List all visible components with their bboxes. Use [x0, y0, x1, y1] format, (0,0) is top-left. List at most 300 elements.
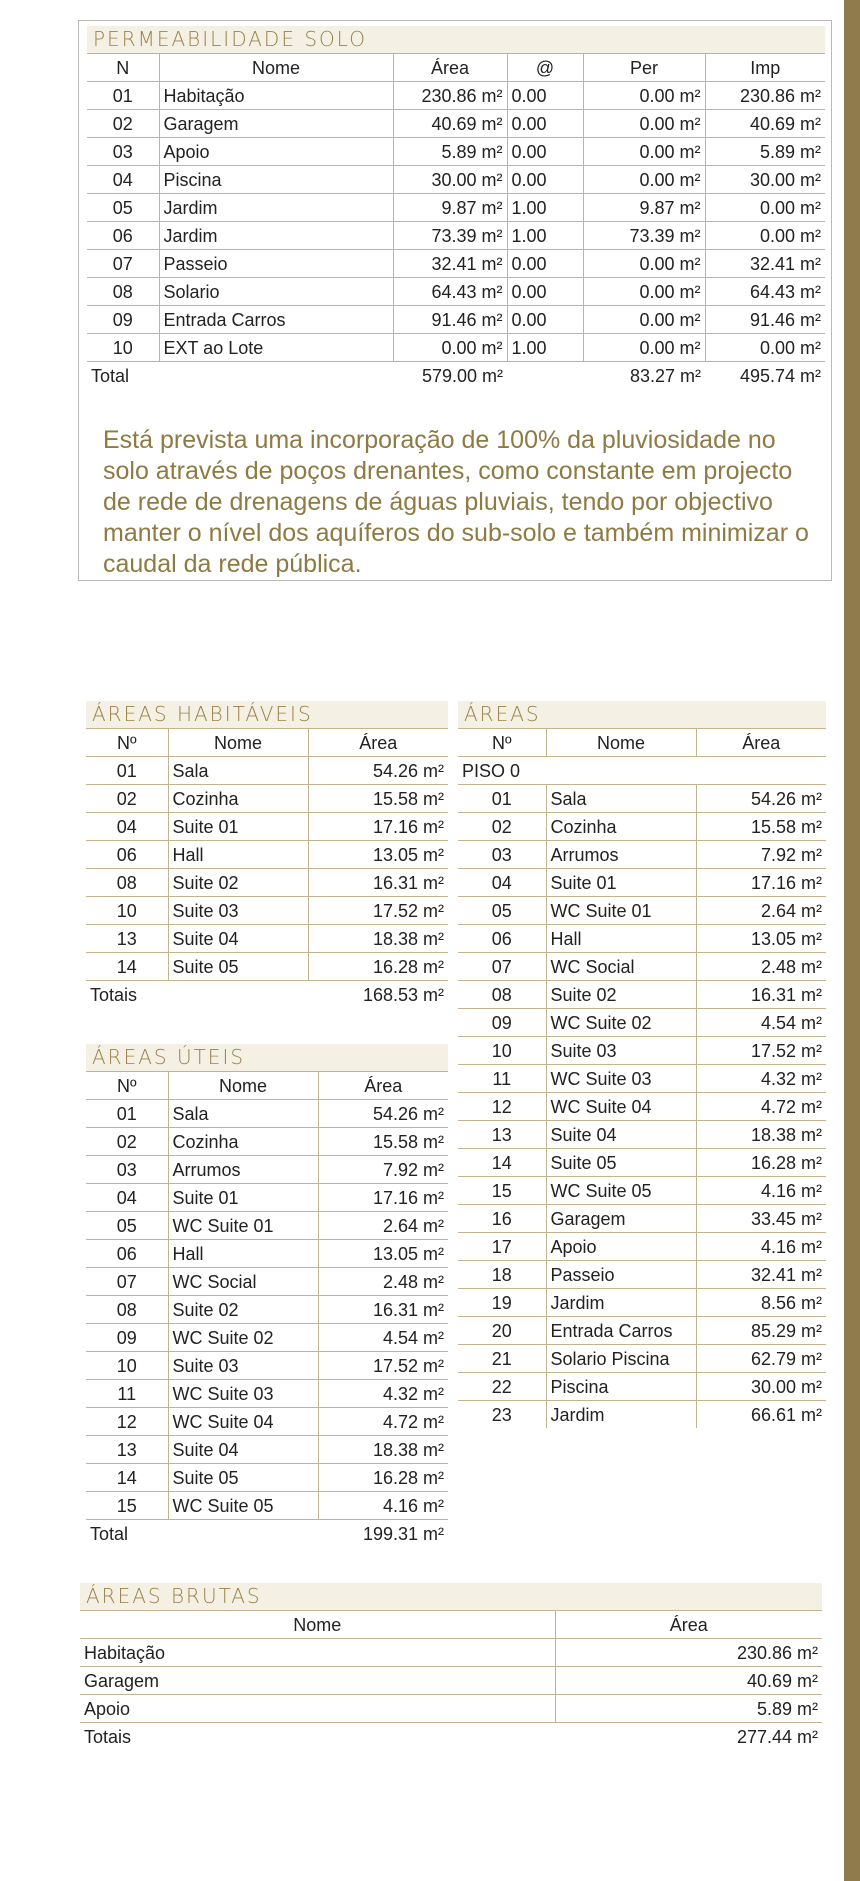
cell-area: 54.26 m² — [696, 785, 826, 813]
col-nome: Nome — [546, 729, 696, 757]
table-row — [86, 953, 448, 981]
col-at: @ — [507, 54, 583, 82]
cell-nome: WC Suite 04 — [168, 1408, 318, 1436]
cell-area: 16.28 m² — [308, 953, 448, 981]
table-row — [458, 1093, 826, 1121]
table-row — [86, 813, 448, 841]
cell-area: 17.16 m² — [696, 869, 826, 897]
permeabilidade-note: Está prevista uma incorporação de 100% da pluviosidade no solo através de poços drenantes, como constante em projecto de rede de drenagens de águas pluviais, tendo por objectivo manter o nível dos aquíferos do sub-solo e também minimizar o caudal da rede pública. — [103, 426, 809, 578]
cell-n: 21 — [458, 1345, 546, 1373]
total-area: 199.31 m² — [318, 1520, 448, 1548]
uteis-panel — [86, 1044, 448, 1547]
table-row — [458, 1205, 826, 1233]
table-header — [86, 1072, 448, 1100]
cell-area: 64.43 m² — [393, 278, 507, 306]
col-n: Nº — [86, 729, 168, 757]
table-total-row — [87, 362, 825, 390]
cell-nome: Arrumos — [546, 841, 696, 869]
areas-panel — [458, 701, 826, 1428]
cell-n: 02 — [87, 110, 159, 138]
total-area: 277.44 m² — [555, 1723, 822, 1751]
col-n: Nº — [86, 1072, 168, 1100]
table-total-row — [80, 1723, 822, 1751]
cell-nome: Jardim — [546, 1401, 696, 1429]
cell-n: 01 — [86, 1100, 168, 1128]
cell-area: 32.41 m² — [393, 250, 507, 278]
cell-nome: Jardim — [546, 1289, 696, 1317]
cell-area: 16.31 m² — [308, 869, 448, 897]
cell-area: 4.54 m² — [696, 1009, 826, 1037]
table-row — [86, 1296, 448, 1324]
cell-nome: WC Suite 01 — [168, 1212, 318, 1240]
cell-per: 0.00 m² — [583, 166, 705, 194]
cell-area: 2.64 m² — [318, 1212, 448, 1240]
table-row — [86, 785, 448, 813]
cell-nome: Arrumos — [168, 1156, 318, 1184]
cell-area: 30.00 m² — [696, 1373, 826, 1401]
table-row — [458, 1149, 826, 1177]
table-row — [87, 138, 825, 166]
cell-area: 73.39 m² — [393, 222, 507, 250]
cell-at: 0.00 — [507, 138, 583, 166]
areas-table — [458, 728, 826, 1428]
col-area: Área — [555, 1611, 822, 1639]
cell-at: 0.00 — [507, 306, 583, 334]
cell-n: 19 — [458, 1289, 546, 1317]
cell-n: 04 — [86, 1184, 168, 1212]
floor-row — [458, 757, 826, 785]
cell-nome: Solario Piscina — [546, 1345, 696, 1373]
cell-n: 15 — [86, 1492, 168, 1520]
cell-n: 09 — [86, 1324, 168, 1352]
col-nome: Nome — [159, 54, 393, 82]
cell-area: 4.16 m² — [318, 1492, 448, 1520]
cell-nome: Cozinha — [546, 813, 696, 841]
col-area: Área — [318, 1072, 448, 1100]
cell-area: 4.16 m² — [696, 1177, 826, 1205]
habitaveis-title: ÁREAS HABITÁVEIS — [86, 701, 448, 728]
cell-per: 0.00 m² — [583, 278, 705, 306]
total-per: 83.27 m² — [583, 362, 705, 390]
cell-at: 0.00 — [507, 250, 583, 278]
cell-nome: Passeio — [546, 1261, 696, 1289]
cell-n: 08 — [86, 869, 168, 897]
cell-area: 17.52 m² — [696, 1037, 826, 1065]
uteis-table — [86, 1071, 448, 1547]
cell-per: 0.00 m² — [583, 334, 705, 362]
cell-nome: WC Suite 05 — [546, 1177, 696, 1205]
table-row — [86, 1408, 448, 1436]
cell-nome: Entrada Carros — [159, 306, 393, 334]
cell-area: 0.00 m² — [393, 334, 507, 362]
cell-n: 11 — [458, 1065, 546, 1093]
cell-n: 07 — [87, 250, 159, 278]
cell-n: 07 — [458, 953, 546, 981]
table-row — [458, 785, 826, 813]
cell-area: 4.32 m² — [696, 1065, 826, 1093]
table-row — [87, 278, 825, 306]
cell-n: 01 — [87, 82, 159, 110]
cell-nome: WC Suite 02 — [546, 1009, 696, 1037]
cell-area: 16.28 m² — [696, 1149, 826, 1177]
cell-at: 1.00 — [507, 334, 583, 362]
cell-area: 18.38 m² — [696, 1121, 826, 1149]
table-row — [86, 1128, 448, 1156]
cell-n: 23 — [458, 1401, 546, 1429]
cell-per: 73.39 m² — [583, 222, 705, 250]
cell-nome: Suite 01 — [546, 869, 696, 897]
cell-n: 10 — [86, 1352, 168, 1380]
cell-nome: Hall — [168, 841, 308, 869]
cell-area: 2.48 m² — [318, 1268, 448, 1296]
cell-nome: WC Suite 05 — [168, 1492, 318, 1520]
cell-imp: 0.00 m² — [705, 222, 825, 250]
cell-per: 0.00 m² — [583, 250, 705, 278]
cell-area: 15.58 m² — [318, 1128, 448, 1156]
right-accent-bar — [844, 0, 860, 1881]
cell-nome: Cozinha — [168, 785, 308, 813]
cell-area: 16.28 m² — [318, 1464, 448, 1492]
table-row — [458, 1121, 826, 1149]
cell-area: 15.58 m² — [696, 813, 826, 841]
cell-area: 4.54 m² — [318, 1324, 448, 1352]
cell-n: 09 — [87, 306, 159, 334]
table-row — [87, 110, 825, 138]
cell-nome: Solario — [159, 278, 393, 306]
table-row — [86, 1184, 448, 1212]
cell-nome: Entrada Carros — [546, 1317, 696, 1345]
total-label: Totais — [80, 1723, 555, 1751]
cell-nome: Suite 02 — [546, 981, 696, 1009]
table-row — [86, 1156, 448, 1184]
table-row — [86, 1268, 448, 1296]
cell-area: 40.69 m² — [393, 110, 507, 138]
col-nome: Nome — [168, 1072, 318, 1100]
cell-at: 0.00 — [507, 166, 583, 194]
cell-at: 0.00 — [507, 278, 583, 306]
cell-n: 06 — [458, 925, 546, 953]
cell-n: 13 — [86, 1436, 168, 1464]
table-row — [86, 869, 448, 897]
cell-n: 09 — [458, 1009, 546, 1037]
cell-area: 18.38 m² — [318, 1436, 448, 1464]
cell-imp: 5.89 m² — [705, 138, 825, 166]
table-header — [80, 1611, 822, 1639]
table-row — [458, 1345, 826, 1373]
cell-area: 13.05 m² — [308, 841, 448, 869]
floor-label: PISO 0 — [458, 757, 826, 785]
table-row — [458, 841, 826, 869]
table-row — [80, 1695, 822, 1723]
permeabilidade-table — [87, 53, 825, 389]
cell-nome: Suite 03 — [168, 897, 308, 925]
cell-nome: Suite 02 — [168, 869, 308, 897]
col-n: Nº — [458, 729, 546, 757]
table-header — [87, 54, 825, 82]
cell-n: 08 — [458, 981, 546, 1009]
cell-n: 03 — [86, 1156, 168, 1184]
areas-title: ÁREAS — [458, 701, 826, 728]
cell-nome: Suite 02 — [168, 1296, 318, 1324]
table-row — [86, 1352, 448, 1380]
cell-n: 07 — [86, 1268, 168, 1296]
cell-n: 02 — [86, 1128, 168, 1156]
table-total-row — [86, 981, 448, 1009]
cell-nome: Sala — [168, 1100, 318, 1128]
cell-n: 14 — [86, 1464, 168, 1492]
cell-nome: Piscina — [159, 166, 393, 194]
table-row — [458, 1037, 826, 1065]
cell-at: 1.00 — [507, 194, 583, 222]
table-row — [86, 1380, 448, 1408]
cell-n: 03 — [458, 841, 546, 869]
table-row — [458, 1317, 826, 1345]
brutas-panel — [80, 1583, 822, 1750]
uteis-title: ÁREAS ÚTEIS — [86, 1044, 448, 1071]
table-row — [80, 1667, 822, 1695]
table-row — [458, 1373, 826, 1401]
cell-n: 20 — [458, 1317, 546, 1345]
cell-per: 0.00 m² — [583, 306, 705, 334]
table-row — [87, 334, 825, 362]
table-row — [86, 897, 448, 925]
cell-n: 11 — [86, 1380, 168, 1408]
cell-nome: WC Suite 03 — [546, 1065, 696, 1093]
cell-n: 12 — [458, 1093, 546, 1121]
cell-nome: EXT ao Lote — [159, 334, 393, 362]
total-area: 579.00 m² — [393, 362, 507, 390]
habitaveis-panel — [86, 701, 448, 1008]
cell-n: 01 — [86, 757, 168, 785]
cell-n: 06 — [86, 841, 168, 869]
cell-area: 15.58 m² — [308, 785, 448, 813]
cell-nome: WC Suite 04 — [546, 1093, 696, 1121]
table-row — [86, 1436, 448, 1464]
cell-n: 06 — [86, 1240, 168, 1268]
cell-area: 4.72 m² — [318, 1408, 448, 1436]
col-n: N — [87, 54, 159, 82]
cell-n: 04 — [87, 166, 159, 194]
col-nome: Nome — [168, 729, 308, 757]
cell-at: 0.00 — [507, 82, 583, 110]
cell-nome: WC Suite 02 — [168, 1324, 318, 1352]
cell-area: 17.16 m² — [308, 813, 448, 841]
table-row — [458, 1401, 826, 1429]
table-row — [86, 1240, 448, 1268]
cell-n: 02 — [86, 785, 168, 813]
total-label: Totais — [86, 981, 308, 1009]
cell-area: 16.31 m² — [318, 1296, 448, 1324]
cell-per: 0.00 m² — [583, 138, 705, 166]
cell-area: 40.69 m² — [555, 1667, 822, 1695]
cell-area: 5.89 m² — [393, 138, 507, 166]
cell-area: 17.16 m² — [318, 1184, 448, 1212]
cell-nome: Hall — [546, 925, 696, 953]
cell-nome: Habitação — [159, 82, 393, 110]
cell-n: 18 — [458, 1261, 546, 1289]
cell-area: 13.05 m² — [318, 1240, 448, 1268]
total-imp: 495.74 m² — [705, 362, 825, 390]
col-area: Área — [393, 54, 507, 82]
cell-area: 8.56 m² — [696, 1289, 826, 1317]
cell-area: 91.46 m² — [393, 306, 507, 334]
permeabilidade-title: PERMEABILIDADE SOLO — [87, 26, 825, 53]
cell-n: 08 — [86, 1296, 168, 1324]
col-per: Per — [583, 54, 705, 82]
cell-nome: Passeio — [159, 250, 393, 278]
table-row — [458, 1009, 826, 1037]
cell-area: 62.79 m² — [696, 1345, 826, 1373]
cell-nome: Suite 05 — [168, 1464, 318, 1492]
cell-n: 14 — [458, 1149, 546, 1177]
cell-nome: Suite 01 — [168, 813, 308, 841]
col-nome: Nome — [80, 1611, 555, 1639]
table-row — [86, 1212, 448, 1240]
cell-nome: Suite 05 — [546, 1149, 696, 1177]
permeabilidade-panel — [78, 20, 832, 581]
cell-at: 1.00 — [507, 222, 583, 250]
cell-nome: WC Suite 01 — [546, 897, 696, 925]
cell-area: 230.86 m² — [393, 82, 507, 110]
cell-per: 0.00 m² — [583, 82, 705, 110]
cell-nome: Suite 05 — [168, 953, 308, 981]
cell-area: 4.16 m² — [696, 1233, 826, 1261]
brutas-title: ÁREAS BRUTAS — [80, 1583, 822, 1610]
cell-nome: Jardim — [159, 222, 393, 250]
cell-imp: 40.69 m² — [705, 110, 825, 138]
table-row — [458, 869, 826, 897]
cell-nome: Garagem — [546, 1205, 696, 1233]
cell-imp: 230.86 m² — [705, 82, 825, 110]
cell-nome: Sala — [168, 757, 308, 785]
cell-nome: Sala — [546, 785, 696, 813]
cell-nome: Apoio — [546, 1233, 696, 1261]
cell-n: 10 — [87, 334, 159, 362]
cell-n: 05 — [87, 194, 159, 222]
table-row — [458, 1261, 826, 1289]
table-row — [87, 194, 825, 222]
cell-area: 17.52 m² — [308, 897, 448, 925]
cell-area: 54.26 m² — [308, 757, 448, 785]
table-row — [86, 841, 448, 869]
cell-n: 12 — [86, 1408, 168, 1436]
table-row — [458, 1065, 826, 1093]
cell-nome: Garagem — [159, 110, 393, 138]
cell-nome: Habitação — [80, 1639, 555, 1667]
cell-imp: 30.00 m² — [705, 166, 825, 194]
cell-area: 2.64 m² — [696, 897, 826, 925]
cell-n: 14 — [86, 953, 168, 981]
cell-n: 05 — [458, 897, 546, 925]
cell-n: 03 — [87, 138, 159, 166]
table-row — [86, 1324, 448, 1352]
table-row — [458, 925, 826, 953]
table-header — [86, 729, 448, 757]
table-row — [458, 953, 826, 981]
total-label: Total — [87, 362, 393, 390]
cell-imp: 32.41 m² — [705, 250, 825, 278]
cell-nome: WC Social — [168, 1268, 318, 1296]
cell-n: 04 — [458, 869, 546, 897]
cell-area: 230.86 m² — [555, 1639, 822, 1667]
cell-nome: Cozinha — [168, 1128, 318, 1156]
cell-nome: WC Social — [546, 953, 696, 981]
cell-area: 32.41 m² — [696, 1261, 826, 1289]
cell-nome: Suite 03 — [168, 1352, 318, 1380]
cell-n: 22 — [458, 1373, 546, 1401]
cell-nome: Apoio — [80, 1695, 555, 1723]
cell-n: 15 — [458, 1177, 546, 1205]
cell-n: 13 — [458, 1121, 546, 1149]
cell-n: 02 — [458, 813, 546, 841]
cell-n: 08 — [87, 278, 159, 306]
cell-area: 5.89 m² — [555, 1695, 822, 1723]
total-area: 168.53 m² — [308, 981, 448, 1009]
col-area: Área — [308, 729, 448, 757]
table-row — [458, 813, 826, 841]
cell-area: 7.92 m² — [318, 1156, 448, 1184]
cell-n: 13 — [86, 925, 168, 953]
brutas-table — [80, 1610, 822, 1750]
cell-n: 10 — [86, 897, 168, 925]
col-imp: Imp — [705, 54, 825, 82]
table-row — [87, 82, 825, 110]
total-label: Total — [86, 1520, 318, 1548]
table-row — [86, 1464, 448, 1492]
cell-area: 4.72 m² — [696, 1093, 826, 1121]
table-row — [86, 1492, 448, 1520]
cell-area: 9.87 m² — [393, 194, 507, 222]
cell-imp: 64.43 m² — [705, 278, 825, 306]
cell-nome: Suite 04 — [168, 1436, 318, 1464]
cell-per: 0.00 m² — [583, 110, 705, 138]
cell-area: 7.92 m² — [696, 841, 826, 869]
col-area: Área — [696, 729, 826, 757]
cell-nome: Suite 04 — [168, 925, 308, 953]
cell-n: 10 — [458, 1037, 546, 1065]
cell-nome: Suite 03 — [546, 1037, 696, 1065]
table-row — [87, 306, 825, 334]
table-row — [86, 1100, 448, 1128]
cell-n: 17 — [458, 1233, 546, 1261]
cell-area: 54.26 m² — [318, 1100, 448, 1128]
cell-nome: Piscina — [546, 1373, 696, 1401]
cell-n: 06 — [87, 222, 159, 250]
cell-imp: 0.00 m² — [705, 194, 825, 222]
cell-area: 2.48 m² — [696, 953, 826, 981]
table-row — [86, 757, 448, 785]
table-row — [87, 250, 825, 278]
cell-nome: Apoio — [159, 138, 393, 166]
table-row — [87, 222, 825, 250]
table-row — [87, 166, 825, 194]
table-row — [86, 925, 448, 953]
cell-area: 18.38 m² — [308, 925, 448, 953]
cell-nome: Suite 01 — [168, 1184, 318, 1212]
cell-area: 4.32 m² — [318, 1380, 448, 1408]
cell-area: 85.29 m² — [696, 1317, 826, 1345]
cell-imp: 0.00 m² — [705, 334, 825, 362]
table-row — [80, 1639, 822, 1667]
cell-nome: Garagem — [80, 1667, 555, 1695]
table-row — [458, 1289, 826, 1317]
cell-area: 13.05 m² — [696, 925, 826, 953]
table-total-row — [86, 1520, 448, 1548]
cell-n: 05 — [86, 1212, 168, 1240]
cell-nome: Suite 04 — [546, 1121, 696, 1149]
cell-nome: Hall — [168, 1240, 318, 1268]
cell-nome: Jardim — [159, 194, 393, 222]
